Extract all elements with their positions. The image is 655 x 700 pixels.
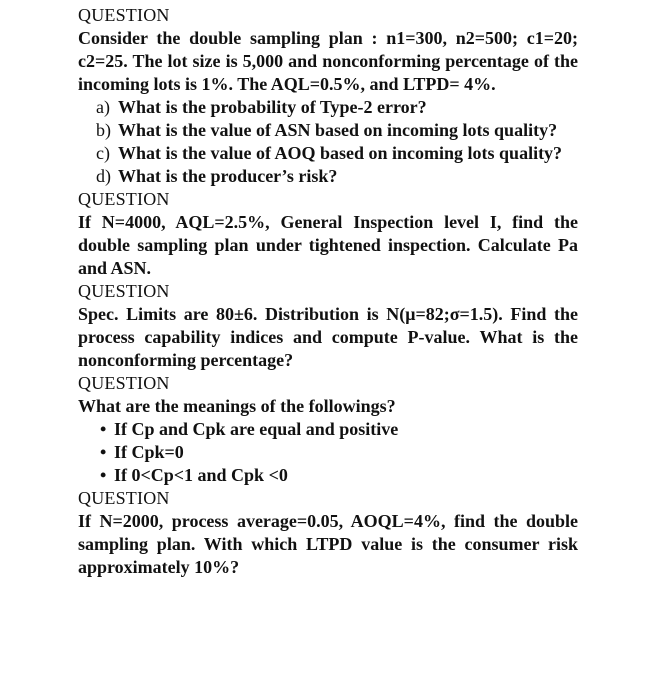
question-heading: QUESTION [78, 488, 170, 508]
question-text: What are the meanings of the followings? [78, 396, 396, 416]
question-1 [78, 4, 578, 188]
question-text: If N=2000, process average=0.05, AOQL=4%, find the double sampling plan. With which LTPD value is the consumer risk approximately 10%? [78, 511, 578, 577]
question-text: If N=4000, AQL=2.5%, General Inspection level I, find the double sampling plan under tightened inspection. Calculate Pa and ASN. [78, 212, 578, 278]
list-item [78, 165, 578, 188]
item-label: c) [96, 143, 110, 163]
item-text: What is the probability of Type-2 error? [118, 97, 427, 117]
question-text: Spec. Limits are 80±6. Distribution is N(μ=82;σ=1.5). Find the process capability indices and compute P-value. What is the nonconforming percentage? [78, 304, 578, 370]
question-heading: QUESTION [78, 189, 170, 209]
bullet-marker: • [100, 465, 107, 485]
item-text: What is the producer’s risk? [118, 166, 338, 186]
question-3 [78, 280, 578, 372]
bullet-item [78, 441, 578, 464]
list-item [78, 96, 578, 119]
item-text: What is the value of AOQ based on incoming lots quality? [118, 143, 563, 163]
question-heading: QUESTION [78, 5, 170, 25]
document-body [78, 4, 578, 579]
question-text: Consider the double sampling plan : n1=300, n2=500; c1=20; c2=25. The lot size is 5,000 and nonconforming percentage of the incoming lots is 1%. The AQL=0.5%, and LTPD= 4%. [78, 28, 578, 94]
bullet-marker: • [100, 442, 107, 462]
item-text: What is the value of ASN based on incoming lots quality? [118, 120, 558, 140]
item-label: d) [96, 166, 111, 186]
bullet-item [78, 418, 578, 441]
question-heading: QUESTION [78, 373, 170, 393]
bullet-text: If Cp and Cpk are equal and positive [114, 419, 399, 439]
question-5 [78, 487, 578, 579]
list-item [78, 142, 578, 165]
list-item [78, 119, 578, 142]
bullet-item [78, 464, 578, 487]
question-4 [78, 372, 578, 487]
bullet-marker: • [100, 419, 107, 439]
question-2 [78, 188, 578, 280]
bullet-text: If 0<Cp<1 and Cpk <0 [114, 465, 288, 485]
bullet-text: If Cpk=0 [114, 442, 184, 462]
item-label: a) [96, 97, 110, 117]
question-heading: QUESTION [78, 281, 170, 301]
item-label: b) [96, 120, 111, 140]
